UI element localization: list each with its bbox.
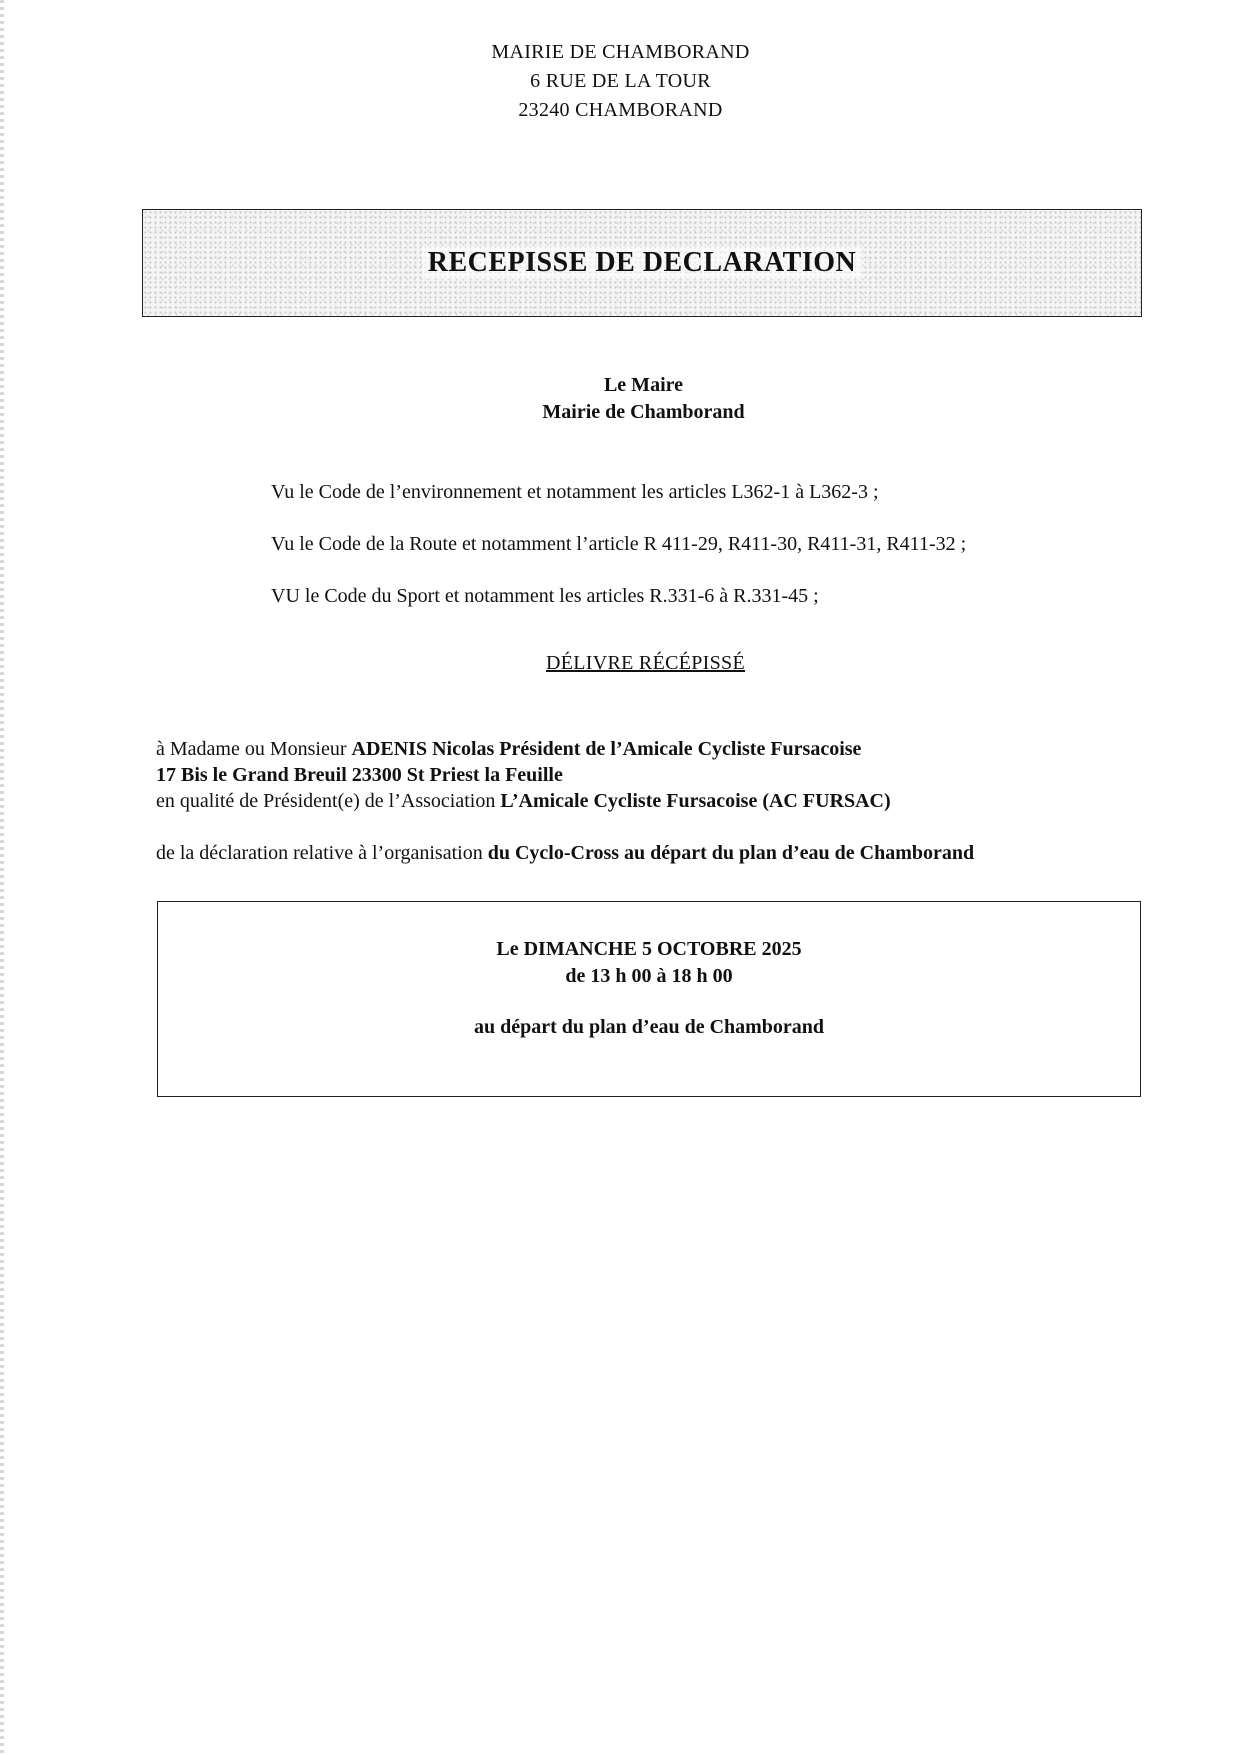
- event-date: Le DIMANCHE 5 OCTOBRE 2025: [496, 938, 802, 960]
- beneficiary-block: [156, 736, 891, 814]
- beneficiary-address: 17 Bis le Grand Breuil 23300 St Priest la Feuille: [156, 764, 563, 786]
- document-title: RECEPISSE DE DECLARATION: [422, 247, 862, 279]
- quality-prefix: en qualité de Président(e) de l’Association: [156, 790, 501, 812]
- visas-list: [271, 478, 966, 634]
- declaration-prefix: de la déclaration relative à l’organisation: [156, 842, 488, 864]
- beneficiary-prefix: à Madame ou Monsieur: [156, 738, 352, 760]
- beneficiary-line: [156, 736, 891, 762]
- authority-office: Mairie de Chamborand: [542, 401, 745, 423]
- scan-edge: [0, 0, 4, 1755]
- event-place: au départ du plan d’eau de Chamborand: [473, 1016, 825, 1038]
- visa-item: VU le Code du Sport et notamment les articles R.331-6 à R.331-45 ;: [271, 585, 819, 607]
- letterhead-line-1: MAIRIE DE CHAMBORAND: [491, 41, 750, 63]
- visa-item: Vu le Code de la Route et notamment l’article R 411-29, R411-30, R411-31, R411-32 ;: [271, 533, 967, 555]
- association-name: L’Amicale Cycliste Fursacoise (AC FURSAC): [500, 790, 891, 812]
- letterhead-line-2: 6 RUE DE LA TOUR: [530, 70, 711, 92]
- title-box: [142, 209, 1142, 317]
- authority-block: [0, 372, 1241, 426]
- declaration-event: du Cyclo-Cross au départ du plan d’eau de Chamborand: [487, 842, 975, 864]
- event-datetime: [158, 936, 1140, 990]
- event-hours: de 13 h 00 à 18 h 00: [565, 965, 733, 987]
- event-box: [157, 901, 1141, 1097]
- delivre-heading: DÉLIVRE RÉCÉPISSÉ: [546, 652, 745, 674]
- beneficiary-name: ADENIS Nicolas Président de l’Amicale Cycliste Fursacoise: [351, 738, 862, 760]
- visa-item: Vu le Code de l’environnement et notamment les articles L362-1 à L362-3 ;: [271, 481, 879, 503]
- letterhead-line-3: 23240 CHAMBORAND: [518, 99, 723, 121]
- beneficiary-quality-line: [156, 788, 891, 814]
- declaration-line: [156, 842, 974, 865]
- authority-role: Le Maire: [603, 374, 684, 396]
- letterhead: [0, 38, 1241, 125]
